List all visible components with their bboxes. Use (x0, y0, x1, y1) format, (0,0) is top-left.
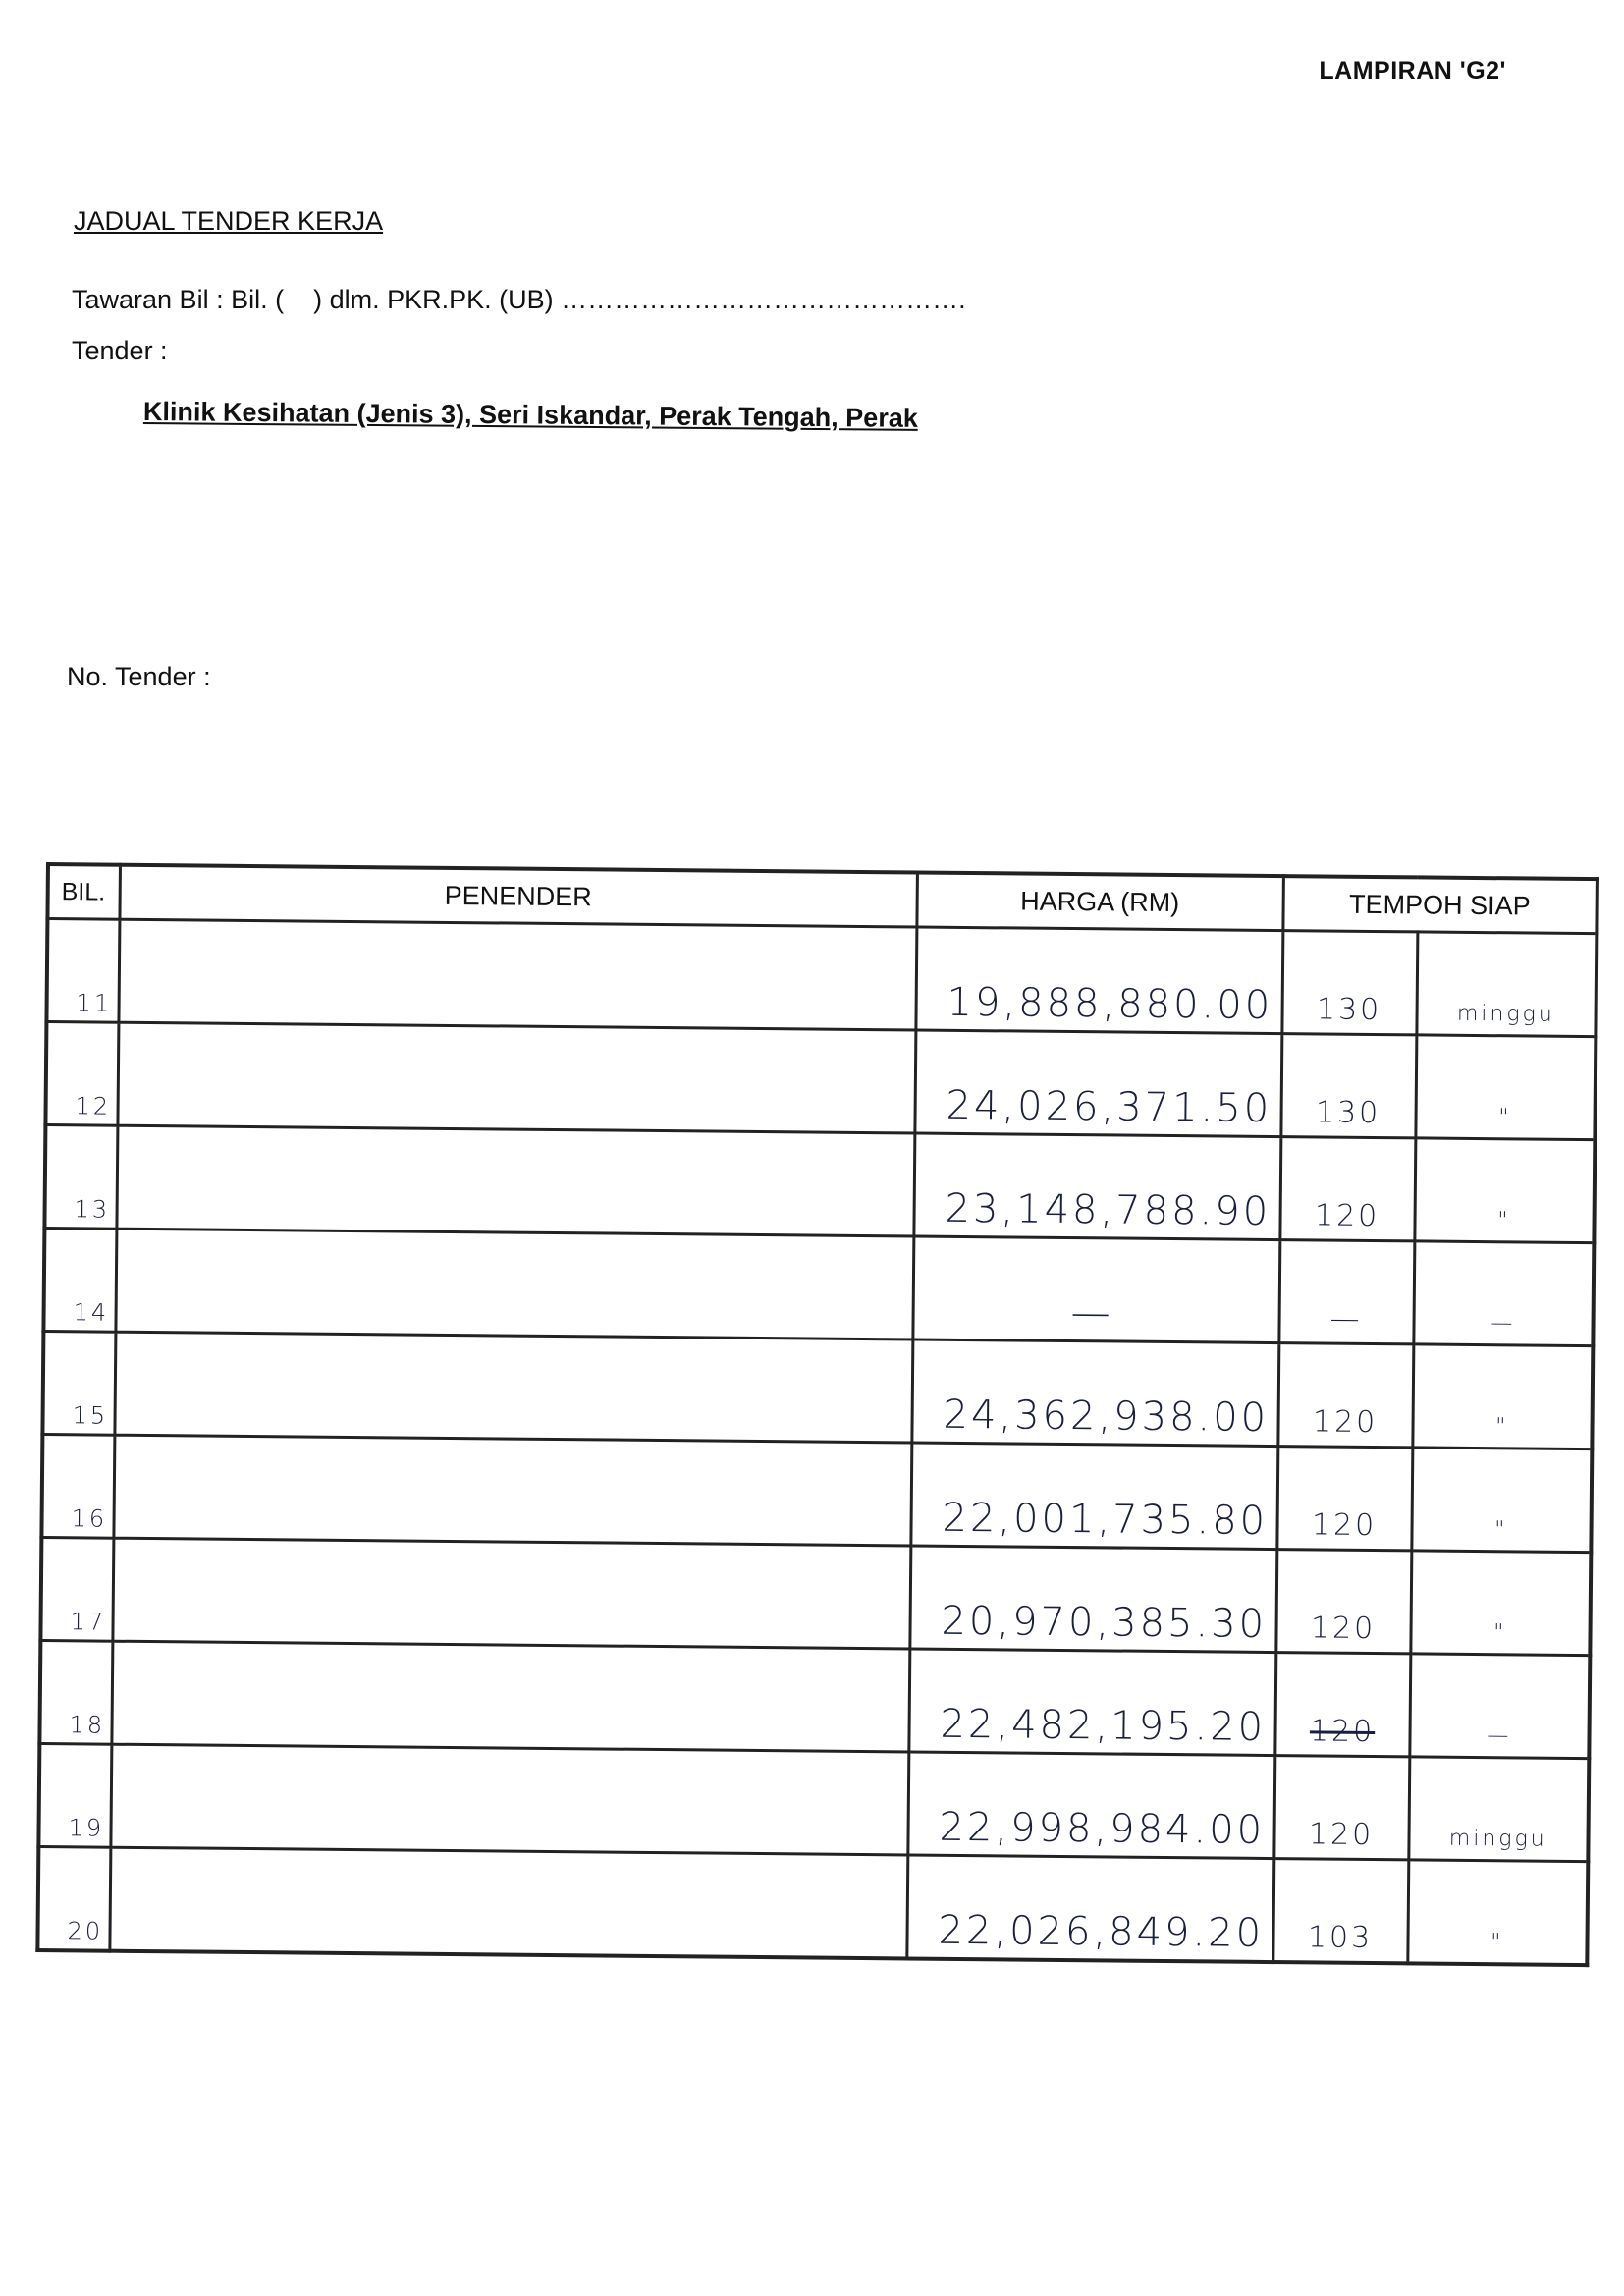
table-row (42, 1331, 1593, 1449)
project-name: Klinik Kesihatan (Jenis 3), Seri Iskandar, Perak Tengah, Perak (142, 397, 918, 433)
row-unit: " (1415, 1035, 1596, 1140)
row-bil: 11 (46, 919, 119, 1023)
row-harga: 19,888,880.00 (915, 927, 1282, 1034)
row-penender (110, 1744, 908, 1855)
tender-table (35, 862, 1599, 1967)
row-tempoh: 120 (1274, 1653, 1410, 1757)
row-tempoh: 120 (1276, 1447, 1412, 1551)
column-header-bil: BIL. (47, 864, 120, 919)
row-tempoh: 130 (1280, 1034, 1416, 1138)
table-row (40, 1537, 1591, 1655)
row-harga: 22,482,195.20 (908, 1649, 1275, 1756)
appendix-label: LAMPIRAN 'G2' (1319, 57, 1506, 84)
table-row (39, 1640, 1590, 1758)
row-tempoh: 120 (1277, 1343, 1413, 1448)
row-tempoh: 130 (1281, 931, 1417, 1035)
row-bil: 12 (45, 1022, 118, 1126)
column-header-penender: PENENDER (119, 865, 916, 927)
row-tempoh: 120 (1273, 1756, 1409, 1860)
row-bil: 14 (43, 1229, 116, 1333)
row-harga: 22,026,849.20 (906, 1855, 1273, 1962)
tawaran-line: Tawaran Bil : Bil. ( ) dlm. PKR.PK. (UB) ………………………………………. (72, 285, 966, 314)
table-row (44, 1125, 1595, 1243)
row-harga: 20,970,385.30 (909, 1546, 1276, 1653)
table-row (46, 919, 1597, 1037)
row-harga: 22,998,984.00 (907, 1752, 1274, 1859)
row-penender (115, 1229, 913, 1339)
row-unit: " (1407, 1860, 1588, 1965)
row-tempoh: — (1278, 1240, 1414, 1344)
row-bil: 16 (41, 1434, 114, 1538)
row-penender (113, 1435, 911, 1546)
row-unit: minggu (1408, 1757, 1589, 1862)
row-penender (117, 1022, 915, 1133)
row-harga: 24,026,371.50 (914, 1030, 1281, 1137)
tender-table-wrapper (36, 862, 1596, 1956)
document-title: JADUAL TENDER KERJA (74, 206, 384, 236)
row-bil: 19 (38, 1743, 111, 1847)
row-unit: " (1414, 1138, 1595, 1243)
row-bil: 20 (37, 1846, 110, 1950)
row-penender (111, 1641, 909, 1752)
row-tempoh: 120 (1279, 1137, 1415, 1241)
row-penender (109, 1847, 907, 1958)
table-row (43, 1229, 1594, 1346)
table-row (37, 1846, 1588, 1965)
table-row (41, 1434, 1592, 1552)
table-row (38, 1743, 1589, 1861)
row-unit: — (1409, 1654, 1590, 1759)
row-unit: " (1410, 1551, 1591, 1656)
row-bil: 18 (39, 1640, 112, 1744)
tender-label: Tender : (72, 336, 168, 365)
row-harga: 23,148,788.90 (913, 1133, 1280, 1240)
row-tempoh: 103 (1272, 1859, 1408, 1964)
row-unit: " (1412, 1344, 1593, 1449)
row-penender (112, 1538, 910, 1649)
row-unit: — (1413, 1241, 1594, 1346)
table-row (45, 1022, 1596, 1140)
row-harga: — (912, 1236, 1279, 1343)
row-harga: 24,362,938.00 (911, 1339, 1278, 1447)
row-bil: 15 (42, 1331, 115, 1435)
row-penender (116, 1125, 914, 1236)
column-header-tempoh: TEMPOH SIAP (1282, 876, 1597, 934)
row-tempoh: 120 (1275, 1550, 1411, 1654)
row-unit: " (1411, 1448, 1592, 1553)
row-harga: 22,001,735.80 (910, 1443, 1277, 1550)
row-bil: 17 (40, 1537, 113, 1641)
row-unit: minggu (1416, 932, 1597, 1037)
no-tender-label: No. Tender : (67, 662, 211, 691)
row-bil: 13 (44, 1125, 117, 1230)
column-header-harga: HARGA (RM) (916, 873, 1283, 931)
row-penender (114, 1332, 912, 1443)
row-penender (118, 919, 916, 1030)
